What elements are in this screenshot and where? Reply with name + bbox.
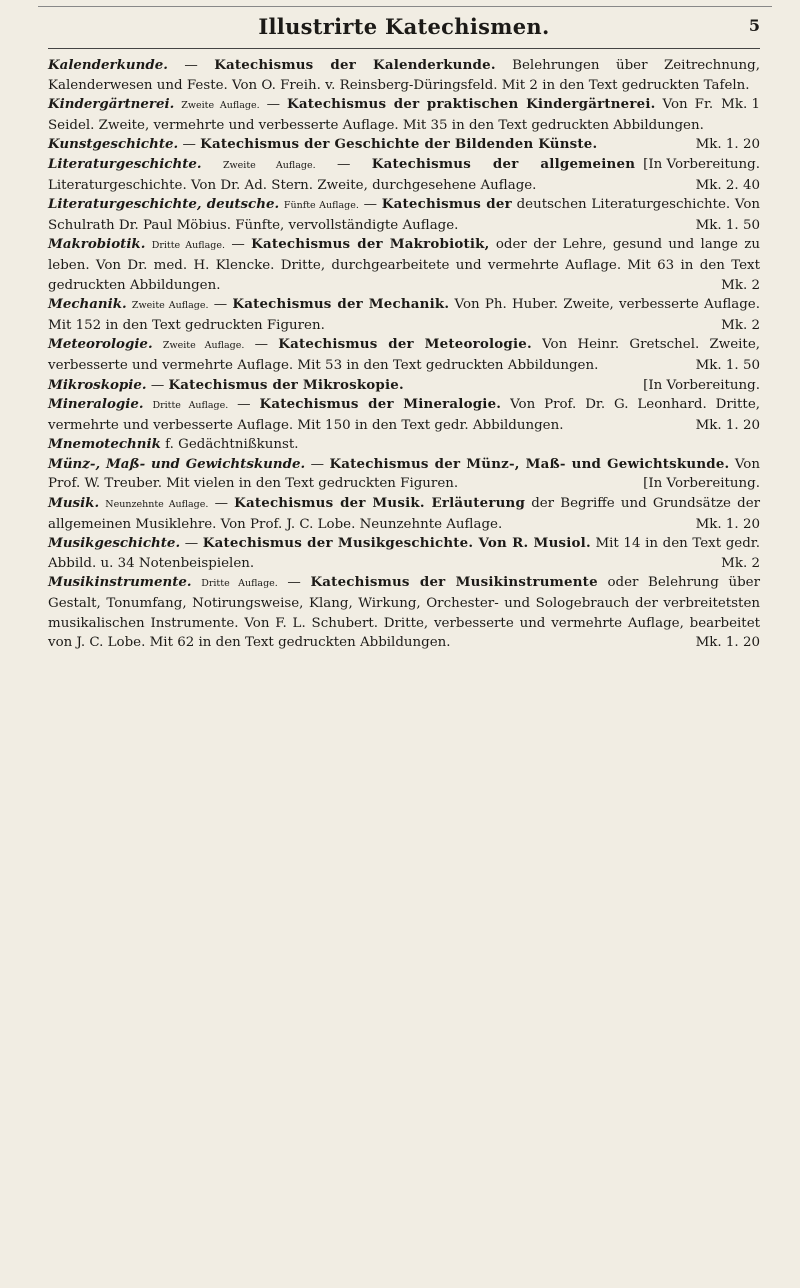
entry-edition: Neunzehnte Auflage. (105, 499, 209, 511)
entry-headword: Kunstgeschichte. (48, 136, 179, 153)
entry-text: Mit 14 in den Text gedr. Abbild. u. 34 Notenbeispielen. (48, 536, 760, 571)
catalog-entry: Kunstgeschichte. — Katechismus der Geschichte der Bildenden Künste. [In Vorbereitung. (48, 135, 760, 155)
entry-headword: Makrobiotik. (48, 236, 146, 253)
entry-text: Von Fr. Seidel. Zweite, vermehrte und verbesserte Auflage. Mit 35 in den Text gedruckten Abbildungen. (48, 97, 714, 133)
entry-headword: Münz-, Maß- und Gewichtskunde. (48, 455, 306, 472)
running-title: Illustrirte Katechismen. (258, 14, 550, 39)
entry-headword: Literaturgeschichte, deutsche. (48, 196, 280, 213)
catalog-entry: Mineralogie. Dritte Auflage. — Katechismus der Mineralogie. Von Prof. Dr. G. Leonhard. Dritte, vermehrte und verbesserte Auflage. Mit 150 in den Text gedr. Abbildungen. Mk. 1. 20 (48, 395, 760, 435)
entry-price: Mk. 2. 40 (695, 177, 760, 193)
entry-edition: Dritte Auflage. (201, 578, 278, 590)
entry-headword: Meteorologie. (48, 336, 153, 353)
entry-headword: Musik. (48, 495, 100, 512)
entry-headword: Mikroskopie. (48, 376, 147, 393)
entry-price: Mk. 2 (721, 555, 760, 571)
entry-book-title: Katechismus der Mechanik. (232, 296, 450, 313)
entry-price: Mk. 1 (721, 97, 760, 113)
entry-book-title: Katechismus der (381, 196, 512, 213)
entry-price: Mk. 2 (721, 277, 760, 293)
entry-edition: Zweite Auflage. (181, 100, 260, 112)
entry-book-title: Katechismus der Kalenderkunde. (214, 57, 496, 73)
entry-price: Mk. 1. 20 (695, 516, 760, 532)
entry-price: Mk. 1. 20 (695, 137, 760, 153)
catalog-entry: Musikinstrumente. Dritte Auflage. — Katechismus der Musikinstrumente oder Belehrung über Gestalt, Tonumfang, Notirungsweise, Klang, Wirkung, Orchester- und Sologebrauch der verbreitetsten musikalischen Instrumente. Von F. L. Schubert. Dritte, verbesserte und vermehrte Auflage, bearbeitet von J. C. Lobe. Mit 62 in den Text gedruckten Abbildungen. Mk. 1. 20 (48, 573, 760, 652)
entry-text: Von Prof. Dr. G. Leonhard. Dritte, vermehrte und verbesserte Auflage. Mit 150 in den Text gedr. Abbildungen. (48, 397, 760, 433)
entry-text: oder Belehrung über Gestalt, Tonumfang, Notirungsweise, Klang, Wirkung, Orchester- und Sologebrauch der verbreitetsten musikalischen Instrumente. Von F. L. Schubert. Dritte, verbesserte und vermehrte Auflage, bearbeitet von J. C. Lobe. Mit 62 in den Text gedruckten Abbildungen. (48, 575, 761, 651)
entry-book-title: Katechismus der Makrobiotik, (251, 236, 490, 253)
catalog-entries (48, 56, 760, 653)
catalog-entry: Mechanik. Zweite Auflage. — Katechismus der Mechanik. Von Ph. Huber. Zweite, verbesserte Auflage. Mit 152 in den Text gedruckten Figuren. Mk. 2 (48, 295, 760, 335)
entry-book-title: Katechismus der Mikroskopie. (168, 376, 404, 393)
catalog-entry: Literaturgeschichte, deutsche. Fünfte Auflage. — Katechismus der deutschen Literaturgeschichte. Von Schulrath Dr. Paul Möbius. Fünfte, vervollständigte Auflage. Mk. 1. 50 (48, 195, 760, 235)
catalog-entry: Meteorologie. Zweite Auflage. — Katechismus der Meteorologie. Von Heinr. Gretschel. Zweite, verbesserte und vermehrte Auflage. Mit 53 in den Text gedruckten Abbildungen. Mk. 1. 50 (48, 335, 760, 375)
catalog-entry: Münz-, Maß- und Gewichtskunde. — Katechismus der Münz-, Maß- und Gewichtskunde. Von Prof. W. Treuber. Mit vielen in den Text gedruckten Figuren. [In Vorbereitung. (48, 455, 760, 494)
entry-text: f. Gedächtnißkunst. (165, 437, 299, 453)
entry-text: Literaturgeschichte. Von Dr. Ad. Stern. Zweite, durchgesehene Auflage. (48, 177, 537, 193)
entry-book-title: Katechismus der Geschichte der Bildenden Künste. (200, 136, 598, 153)
page-header (48, 14, 760, 49)
entry-price: [In Vorbereitung. (643, 156, 760, 172)
entry-price: [In Vorbereitung. (643, 377, 760, 393)
entry-book-title: Katechismus der Musik. Erläuterung (234, 495, 526, 512)
entry-edition: Fünfte Auflage. (283, 200, 359, 212)
entry-price: Mk. 2 (721, 317, 760, 333)
catalog-entry: Musikgeschichte. — Katechismus der Musikgeschichte. Von R. Musiol. Mit 14 in den Text gedr. Abbild. u. 34 Notenbeispielen. Mk. 2 (48, 534, 760, 573)
entry-book-title: Katechismus der Mineralogie. (259, 396, 502, 413)
entry-text: oder der Lehre, gesund und lange zu leben. Von Dr. med. H. Klencke. Dritte, durchgearbeitete und vermehrte Auflage. Mit 63 in den Text gedruckten Abbildungen. (48, 237, 760, 293)
entry-text: der Begriffe und Grundsätze der allgemeinen Musiklehre. Von Prof. J. C. Lobe. Neunzehnte Auflage. (48, 496, 761, 532)
catalog-entry: Kalenderkunde. — Katechismus der Kalenderkunde. Belehrungen über Zeitrechnung, Kalenderwesen und Feste. Von O. Freih. v. Reinsberg-Düringsfeld. Mit 2 in den Text gedruckten Tafeln. Mk. 1 (48, 56, 760, 95)
entry-headword: Kindergärtnerei. (48, 96, 175, 113)
page-number: 5 (748, 16, 760, 35)
entry-text: Von Heinr. Gretschel. Zweite, verbesserte und vermehrte Auflage. Mit 53 in den Text gedruckten Abbildungen. (48, 337, 760, 373)
entry-headword: Mineralogie. (48, 396, 144, 413)
entry-price: Mk. 1. 50 (695, 357, 760, 373)
entry-book-title: Katechismus der Meteorologie. (278, 336, 532, 353)
entry-book-title: Katechismus der allgemeinen (371, 155, 636, 172)
entry-edition: Zweite Auflage. (222, 159, 316, 171)
catalog-entry: Musik. Neunzehnte Auflage. — Katechismus der Musik. Erläuterung der Begriffe und Grundsätze der allgemeinen Musiklehre. Von Prof. J. C. Lobe. Neunzehnte Auflage. Mk. 1. 20 (48, 494, 760, 534)
entry-headword: Musikinstrumente. (48, 574, 192, 591)
entry-headword: Mechanik. (48, 296, 127, 313)
entry-book-title: Katechismus der praktischen Kindergärtnerei. (287, 96, 656, 113)
entry-text: Von Ph. Huber. Zweite, verbesserte Auflage. Mit 152 in den Text gedruckten Figuren. (48, 297, 760, 333)
catalog-entry (48, 435, 760, 455)
catalog-entry: Kindergärtnerei. Zweite Auflage. — Katechismus der praktischen Kindergärtnerei. Von Fr. Seidel. Zweite, vermehrte und verbesserte Auflage. Mit 35 in den Text gedruckten Abbildungen. Mk. 1. 20 (48, 95, 760, 135)
catalog-entry: Mikroskopie. — Katechismus der Mikroskopie. [In Vorbereitung. (48, 376, 760, 396)
entry-book-title: Katechismus der Musikgeschichte. Von R. Musiol. (202, 535, 591, 552)
entry-price: Mk. 1. 20 (695, 417, 760, 433)
entry-text: Belehrungen über Zeitrechnung, Kalenderwesen und Feste. Von O. Freih. v. Reinsberg-Düringsfeld. Mit 2 in den Text gedruckten Tafeln. (48, 58, 760, 93)
entry-edition: Dritte Auflage. (152, 400, 229, 412)
entry-book-title: Katechismus der Münz-, Maß- und Gewichtskunde. (329, 455, 730, 472)
entry-edition: Dritte Auflage. (151, 240, 225, 252)
entry-price: Mk. 1. 20 (695, 635, 760, 651)
entry-text: deutschen Literaturgeschichte. Von Schulrath Dr. Paul Möbius. Fünfte, vervollständigte Auflage. (48, 197, 761, 233)
entry-headword: Musikgeschichte. (48, 535, 181, 552)
catalog-entry: Literaturgeschichte. Zweite Auflage. — Katechismus der allgemeinen Literaturgeschichte. Von Dr. Ad. Stern. Zweite, durchgesehene Auflage. Mk. 2. 40 (48, 155, 760, 195)
entry-headword: Mnemotechnik (48, 436, 161, 453)
entry-edition: Zweite Auflage. (162, 340, 245, 352)
top-rule (38, 6, 772, 7)
entry-price: [In Vorbereitung. (643, 476, 760, 492)
entry-headword: Kalenderkunde. (48, 57, 168, 73)
entry-book-title: Katechismus der Musikinstrumente (310, 574, 598, 591)
entry-price: Mk. 1. 50 (695, 217, 760, 233)
catalog-entry: Makrobiotik. Dritte Auflage. — Katechismus der Makrobiotik, oder der Lehre, gesund und lange zu leben. Von Dr. med. H. Klencke. Dritte, durchgearbeitete und vermehrte Auflage. Mit 63 in den Text gedruckten Abbildungen. Mk. 2 (48, 235, 760, 295)
entry-edition: Zweite Auflage. (131, 300, 209, 312)
entry-text: Von Prof. W. Treuber. Mit vielen in den Text gedruckten Figuren. (48, 456, 760, 492)
entry-headword: Literaturgeschichte. (48, 155, 202, 172)
